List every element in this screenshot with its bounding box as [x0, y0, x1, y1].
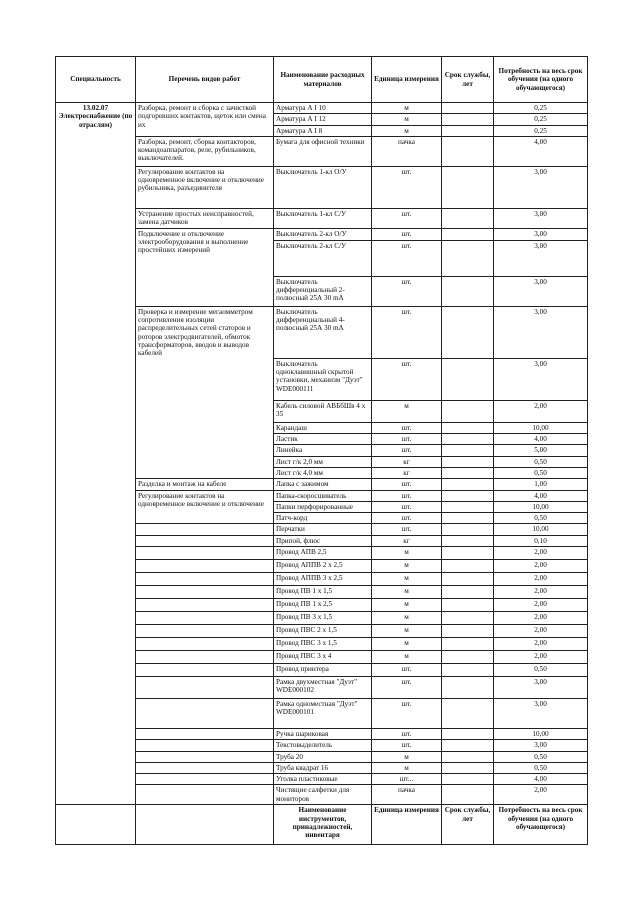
- work-cell: [136, 663, 274, 676]
- need-cell: 4,00: [494, 774, 588, 785]
- material-cell: Лист г/к 2,0 мм: [274, 456, 372, 467]
- unit-cell: м: [372, 546, 442, 559]
- work-cell: [136, 650, 274, 663]
- header-need: Потребность на весь срок обучения (на одного обучающегося): [494, 57, 588, 103]
- table-row: [56, 676, 588, 698]
- life-cell: [442, 572, 494, 585]
- need-cell: 0,50: [494, 513, 588, 524]
- header-works: Перечень видов работ: [136, 57, 274, 103]
- life-cell: [442, 276, 494, 306]
- need-cell: 0,50: [494, 663, 588, 676]
- work-cell: [136, 698, 274, 728]
- material-cell: Арматура А I 12: [274, 114, 372, 125]
- need-cell: 0,50: [494, 467, 588, 478]
- life-cell: [442, 663, 494, 676]
- life-cell: [442, 762, 494, 773]
- unit-cell: шт.: [372, 513, 442, 524]
- material-cell: Ручка шариковая: [274, 728, 372, 739]
- unit-cell: шт.: [372, 208, 442, 228]
- material-cell: Выключатель дифференциальный 2-полюсный 25А 30 mA: [274, 276, 372, 306]
- table-row: [56, 774, 588, 785]
- unit-cell: шт.: [372, 306, 442, 358]
- unit-cell: м: [372, 114, 442, 125]
- unit-cell: м: [372, 572, 442, 585]
- life-cell: [442, 524, 494, 535]
- material-cell: Перчатки: [274, 524, 372, 535]
- table-row: [56, 208, 588, 228]
- table-row: [56, 535, 588, 546]
- unit-cell: шт.: [372, 434, 442, 445]
- material-cell: Выключатель 1-кл С/У: [274, 208, 372, 228]
- unit-cell: кг: [372, 467, 442, 478]
- table-row: [56, 598, 588, 611]
- work-cell: Устранение простых неисправностей, замена датчиков: [136, 208, 274, 228]
- work-cell: [136, 572, 274, 585]
- material-cell: Провод ПВ 1 х 1,5: [274, 585, 372, 598]
- work-cell: [136, 676, 274, 698]
- work-cell: [136, 774, 274, 785]
- header-materials: Наименование расходных материалов: [274, 57, 372, 103]
- need-cell: 10,00: [494, 422, 588, 433]
- work-cell: [136, 785, 274, 805]
- unit-cell: шт.: [372, 166, 442, 208]
- material-cell: Текстовыделитель: [274, 740, 372, 751]
- life-cell: [442, 611, 494, 624]
- unit-cell: шт...: [372, 774, 442, 785]
- table-row: [56, 698, 588, 728]
- material-cell: Провод ПВ 3 х 1,5: [274, 611, 372, 624]
- life-cell: [442, 637, 494, 650]
- material-cell: Выключатель дифференциальный 4-полюсный 25А 30 mA: [274, 306, 372, 358]
- need-cell: 10,00: [494, 501, 588, 512]
- need-cell: 2,00: [494, 624, 588, 637]
- need-cell: 0,25: [494, 103, 588, 114]
- unit-cell: кг: [372, 456, 442, 467]
- unit-cell: шт.: [372, 501, 442, 512]
- table-row: [56, 103, 588, 114]
- work-cell: [136, 611, 274, 624]
- unit-cell: шт.: [372, 276, 442, 306]
- need-cell: 4,00: [494, 490, 588, 501]
- life-cell: [442, 598, 494, 611]
- need-cell: 3,00: [494, 240, 588, 276]
- material-cell: Рамка одноместная "Дуэт" WDE000101: [274, 698, 372, 728]
- empty-cell: [136, 805, 274, 845]
- need-cell: 3,00: [494, 698, 588, 728]
- unit-cell: шт.: [372, 728, 442, 739]
- table-row: [56, 306, 588, 358]
- work-cell: [136, 624, 274, 637]
- work-cell: Регулирование контактов на одновременное включение и отключение: [136, 490, 274, 524]
- material-cell: Провод принтера: [274, 663, 372, 676]
- unit-cell: шт.: [372, 445, 442, 456]
- unit-cell: м: [372, 762, 442, 773]
- life-cell: [442, 456, 494, 467]
- unit-cell: шт.: [372, 422, 442, 433]
- unit-cell: м: [372, 585, 442, 598]
- unit-cell: м: [372, 637, 442, 650]
- table-row: [56, 663, 588, 676]
- unit-cell: пачка: [372, 785, 442, 805]
- life-cell: [442, 490, 494, 501]
- need-cell: 0,25: [494, 114, 588, 125]
- material-cell: Кабель силовой АВБбШв 4 х 35: [274, 400, 372, 422]
- need-cell: 3,00: [494, 676, 588, 698]
- life-cell: [442, 535, 494, 546]
- work-cell: [136, 524, 274, 535]
- life-cell: [442, 501, 494, 512]
- material-cell: Карандаш: [274, 422, 372, 433]
- material-cell: Провод ПВС 3 х 1,5: [274, 637, 372, 650]
- document-page: [55, 56, 587, 845]
- need-cell: 10,00: [494, 728, 588, 739]
- table-row: [56, 637, 588, 650]
- unit-cell: шт.: [372, 240, 442, 276]
- work-cell: Регулирование контактов на одновременное включение и отключение рубильника, разъединителя: [136, 166, 274, 208]
- need-cell: 0,10: [494, 535, 588, 546]
- table-row: [56, 524, 588, 535]
- need-cell: 3,00: [494, 276, 588, 306]
- unit-cell: м: [372, 751, 442, 762]
- unit-cell: м: [372, 624, 442, 637]
- materials-table: [55, 56, 588, 845]
- life-cell: [442, 513, 494, 524]
- life-cell: [442, 400, 494, 422]
- material-cell: Рамка двухместная "Дуэт" WDE000102: [274, 676, 372, 698]
- table-row: [56, 650, 588, 663]
- work-cell: Разборка, ремонт и сборка с зачисткой подгоревших контактов, щеток или смена их: [136, 103, 274, 137]
- material-cell: Выключатель одноклавишный скрытой установки, механизм "Дуэт" WDE000111: [274, 358, 372, 400]
- unit-cell: м: [372, 598, 442, 611]
- material-cell: Ластик: [274, 434, 372, 445]
- header-row: [56, 57, 588, 103]
- material-cell: Провод АПВ 2,5: [274, 546, 372, 559]
- need-cell: 2,00: [494, 611, 588, 624]
- tools-header-name: Наименование инструментов, принадлежностей, инвентаря: [274, 805, 372, 845]
- table-row: [56, 585, 588, 598]
- work-cell: [136, 728, 274, 739]
- material-cell: Арматура А I 10: [274, 103, 372, 114]
- need-cell: 3,00: [494, 358, 588, 400]
- work-cell: Разделка и монтаж на кабеле: [136, 479, 274, 490]
- need-cell: 0,25: [494, 125, 588, 136]
- work-cell: [136, 559, 274, 572]
- work-cell: [136, 637, 274, 650]
- table-row: [56, 740, 588, 751]
- unit-cell: шт.: [372, 228, 442, 240]
- header-service-life: Срок службы, лет: [442, 57, 494, 103]
- material-cell: Выключатель 2-кл С/У: [274, 240, 372, 276]
- material-cell: Уголка пластиковые: [274, 774, 372, 785]
- life-cell: [442, 650, 494, 663]
- material-cell: Линейка: [274, 445, 372, 456]
- unit-cell: м: [372, 559, 442, 572]
- life-cell: [442, 422, 494, 433]
- life-cell: [442, 240, 494, 276]
- material-cell: Чистящие салфетки для мониторов: [274, 785, 372, 805]
- need-cell: 4,00: [494, 434, 588, 445]
- material-cell: Папки перфорированные: [274, 501, 372, 512]
- work-cell: [136, 740, 274, 751]
- work-cell: [136, 598, 274, 611]
- work-cell: [136, 762, 274, 773]
- need-cell: 2,00: [494, 785, 588, 805]
- material-cell: Провод ПВС 3 х 4: [274, 650, 372, 663]
- need-cell: 2,00: [494, 559, 588, 572]
- life-cell: [442, 479, 494, 490]
- empty-cell: [56, 805, 136, 845]
- work-cell: [136, 535, 274, 546]
- tools-header-unit: Единица измерения: [372, 805, 442, 845]
- header-specialty: Специальность: [56, 57, 136, 103]
- material-cell: Провод АППВ 2 х 2,5: [274, 559, 372, 572]
- work-cell: [136, 585, 274, 598]
- life-cell: [442, 751, 494, 762]
- table-row: [56, 136, 588, 166]
- unit-cell: шт.: [372, 524, 442, 535]
- life-cell: [442, 114, 494, 125]
- life-cell: [442, 306, 494, 358]
- life-cell: [442, 445, 494, 456]
- life-cell: [442, 785, 494, 805]
- table-row: [56, 546, 588, 559]
- life-cell: [442, 585, 494, 598]
- life-cell: [442, 136, 494, 166]
- need-cell: 10,00: [494, 524, 588, 535]
- tools-header-need: Потребность на весь срок обучения (на одного обучающегося): [494, 805, 588, 845]
- material-cell: Припой, флюс: [274, 535, 372, 546]
- need-cell: 2,00: [494, 585, 588, 598]
- life-cell: [442, 358, 494, 400]
- specialty-name: Электроснабжение (по отраслям): [58, 112, 133, 129]
- unit-cell: пачка: [372, 136, 442, 166]
- life-cell: [442, 624, 494, 637]
- unit-cell: м: [372, 611, 442, 624]
- material-cell: Провод ПВС 2 х 1,5: [274, 624, 372, 637]
- material-cell: Арматура А I 8: [274, 125, 372, 136]
- need-cell: 2,00: [494, 637, 588, 650]
- table-row: [56, 611, 588, 624]
- unit-cell: шт.: [372, 663, 442, 676]
- life-cell: [442, 546, 494, 559]
- life-cell: [442, 740, 494, 751]
- table-row: [56, 166, 588, 208]
- specialty-code: 13.02.07: [82, 104, 109, 112]
- table-row: [56, 728, 588, 739]
- material-cell: Выключатель 1-кл О/У: [274, 166, 372, 208]
- need-cell: 2,00: [494, 400, 588, 422]
- table-row: [56, 228, 588, 240]
- unit-cell: шт.: [372, 740, 442, 751]
- life-cell: [442, 434, 494, 445]
- life-cell: [442, 228, 494, 240]
- tools-header-life: Срок службы, лет: [442, 805, 494, 845]
- life-cell: [442, 467, 494, 478]
- life-cell: [442, 559, 494, 572]
- table-row: [56, 785, 588, 805]
- need-cell: 3,00: [494, 228, 588, 240]
- table-row: [56, 490, 588, 501]
- tools-header-row: [56, 805, 588, 845]
- material-cell: Лапка с зажимом: [274, 479, 372, 490]
- unit-cell: шт.: [372, 358, 442, 400]
- material-cell: Труба 20: [274, 751, 372, 762]
- need-cell: 3,00: [494, 740, 588, 751]
- need-cell: 0,50: [494, 751, 588, 762]
- need-cell: 3,00: [494, 306, 588, 358]
- table-row: [56, 572, 588, 585]
- material-cell: Провод ПВ 1 х 2,5: [274, 598, 372, 611]
- need-cell: 0,50: [494, 456, 588, 467]
- need-cell: 2,00: [494, 598, 588, 611]
- life-cell: [442, 208, 494, 228]
- material-cell: Труба квадрат 16: [274, 762, 372, 773]
- header-unit: Единица измерения: [372, 57, 442, 103]
- table-row: [56, 479, 588, 490]
- work-cell: [136, 546, 274, 559]
- work-cell: Разборка, ремонт, сборка контакторов, командоаппаратов, реле, рубильников, выключателей.: [136, 136, 274, 166]
- specialty-cell: [56, 103, 136, 805]
- table-row: [56, 762, 588, 773]
- table-row: [56, 751, 588, 762]
- life-cell: [442, 166, 494, 208]
- material-cell: Бумага для офисной техники: [274, 136, 372, 166]
- table-row: [56, 559, 588, 572]
- unit-cell: шт.: [372, 676, 442, 698]
- life-cell: [442, 698, 494, 728]
- life-cell: [442, 676, 494, 698]
- unit-cell: м: [372, 400, 442, 422]
- work-cell: [136, 751, 274, 762]
- need-cell: 4,00: [494, 136, 588, 166]
- material-cell: Лист г/к 4,0 мм: [274, 467, 372, 478]
- material-cell: Папка-скоросшиватель: [274, 490, 372, 501]
- need-cell: 1,00: [494, 479, 588, 490]
- material-cell: Провод АППВ 3 х 2,5: [274, 572, 372, 585]
- need-cell: 0,50: [494, 762, 588, 773]
- need-cell: 5,00: [494, 445, 588, 456]
- life-cell: [442, 774, 494, 785]
- need-cell: 2,00: [494, 572, 588, 585]
- material-cell: Выключатель 2-кл О/У: [274, 228, 372, 240]
- unit-cell: м: [372, 125, 442, 136]
- work-cell: Проверка и измерение мегаомметром сопротивления изоляции распределительных сетей статоров и роторов электродвигателей, обмоток трансформаторов, вводов и выводов кабелей: [136, 306, 274, 478]
- need-cell: 2,00: [494, 650, 588, 663]
- unit-cell: шт.: [372, 490, 442, 501]
- unit-cell: шт.: [372, 698, 442, 728]
- life-cell: [442, 728, 494, 739]
- table-row: [56, 624, 588, 637]
- life-cell: [442, 125, 494, 136]
- need-cell: 2,00: [494, 546, 588, 559]
- need-cell: 3,00: [494, 166, 588, 208]
- unit-cell: м: [372, 103, 442, 114]
- unit-cell: кг: [372, 535, 442, 546]
- need-cell: 3,00: [494, 208, 588, 228]
- unit-cell: м: [372, 650, 442, 663]
- material-cell: Патч-корд: [274, 513, 372, 524]
- life-cell: [442, 103, 494, 114]
- work-cell: Подключение и отключение электрооборудования и выполнение простейших измерений: [136, 228, 274, 306]
- unit-cell: шт.: [372, 479, 442, 490]
